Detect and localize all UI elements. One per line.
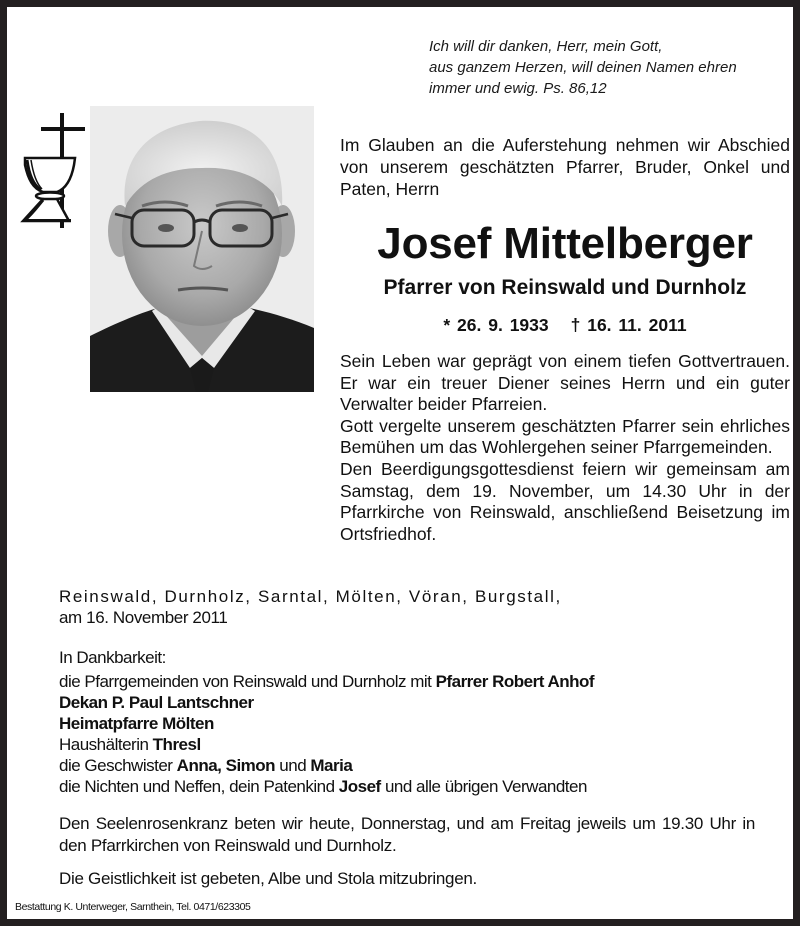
mourner-text: die Geschwister — [59, 756, 177, 775]
bible-verse — [429, 36, 799, 99]
mourner-name: Maria — [310, 756, 353, 775]
obituary-sheet — [7, 7, 793, 919]
funeral-paragraph: Den Beerdigungsgottesdienst feiern wir gemeinsam am Samstag, dem 19. November, um 14.30 Uhr in der Pfarrkirche von Reinswald, anschließend Beisetzung im Ortsfriedhof. — [340, 458, 790, 544]
life-text — [340, 351, 790, 545]
mourner-line — [59, 713, 759, 734]
mourners-header: In Dankbarkeit: — [59, 648, 166, 667]
mourner-name: Heimatpfarre Mölten — [59, 714, 214, 733]
mourners-list — [59, 647, 759, 797]
intro-text: Im Glauben an die Auferstehung nehmen wir Abschied von unserem geschätzten Pfarrer, Bruder, Onkel und Paten, Herrn — [340, 135, 790, 199]
bible-verse-line: immer und ewig. Ps. 86,12 — [429, 80, 607, 97]
mourner-line — [59, 776, 759, 797]
mourner-line — [59, 692, 759, 713]
mourner-text: Haushälterin — [59, 735, 153, 754]
mourner-text: und alle übrigen Verwandten — [380, 777, 587, 796]
mourner-text: die Nichten und Neffen, dein Patenkind — [59, 777, 339, 796]
deceased-role: Pfarrer von Reinswald und Durnholz — [383, 276, 747, 299]
bible-verse-line: Ich will dir danken, Herr, mein Gott, — [429, 38, 663, 55]
cross-chalice-icon — [19, 113, 85, 228]
death-date: † 16. 11. 2011 — [570, 315, 687, 335]
mourner-name: Anna, Simon — [176, 756, 276, 775]
deceased-name: Josef Mittelberger — [377, 219, 753, 268]
mourner-name: Dekan P. Paul Lantschner — [59, 693, 254, 712]
mourner-name: Thresl — [152, 735, 201, 754]
clergy-notice: Die Geistlichkeit ist gebeten, Albe und Stola mitzubringen. — [59, 869, 477, 888]
life-paragraph: Sein Leben war geprägt von einem tiefen Gottvertrauen. Er war ein treuer Diener seines Herrn und ein guter Verwalter beider Pfarreien. — [340, 351, 790, 415]
mourner-line — [59, 734, 759, 755]
funeral-home-credit: Bestattung K. Unterweger, Sarnthein, Tel. 0471/623305 — [15, 901, 251, 913]
birth-date: * 26. 9. 1933 — [443, 315, 549, 335]
bible-verse-line: aus ganzem Herzen, will deinen Namen ehren — [429, 59, 737, 76]
portrait-photo — [90, 106, 314, 392]
notice-date: am 16. November 2011 — [59, 608, 228, 627]
locations: Reinswald, Durnholz, Sarntal, Mölten, Vöran, Burgstall, — [59, 587, 562, 606]
life-paragraph: Gott vergelte unserem geschätzten Pfarrer sein ehrliches Bemühen um das Wohlergehen seiner Pfarrgemeinden. — [340, 415, 790, 458]
mourner-name: Josef — [338, 777, 381, 796]
mourner-text: und — [275, 756, 311, 775]
rosary-notice: Den Seelenrosenkranz beten wir heute, Donnerstag, und am Freitag jeweils um 19.30 Uhr in den Pfarrkirchen von Reinswald und Durnholz. — [59, 814, 755, 855]
mourner-line — [59, 755, 759, 776]
mourner-text: die Pfarrgemeinden von Reinswald und Durnholz mit — [59, 672, 436, 691]
mourner-name: Pfarrer Robert Anhof — [435, 672, 595, 691]
place-and-date — [59, 586, 759, 628]
mourner-line — [59, 671, 759, 692]
life-dates — [340, 314, 790, 336]
